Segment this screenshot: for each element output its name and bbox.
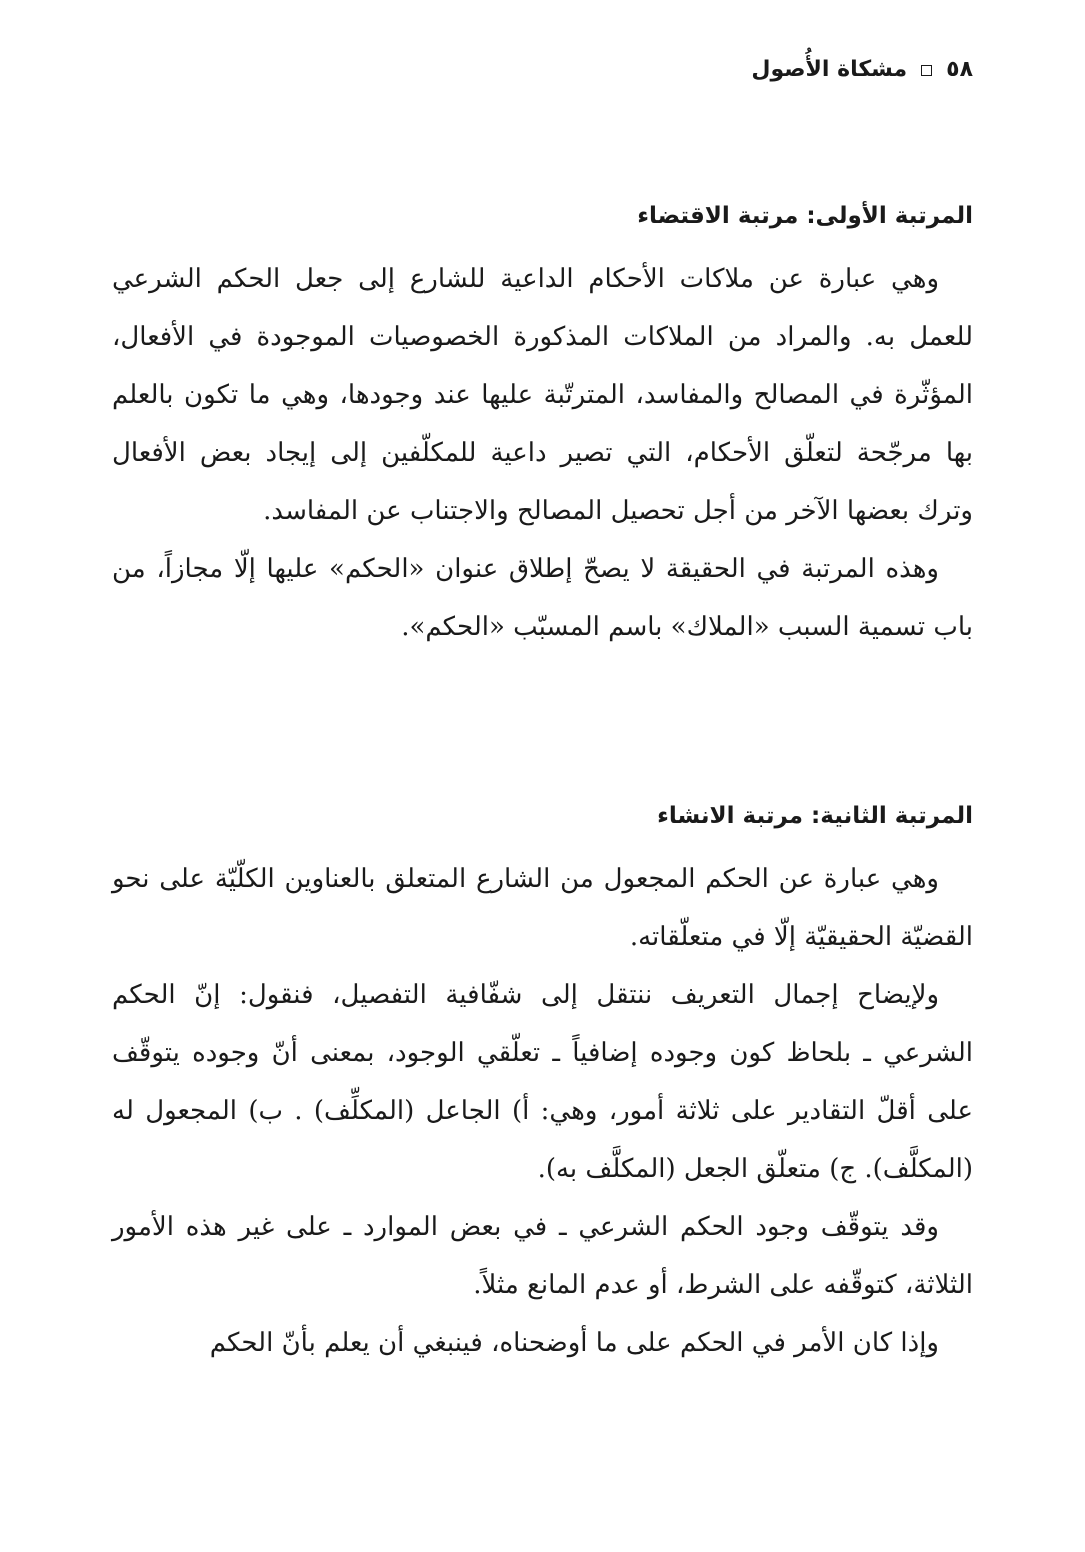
section-heading: المرتبة الأولى: مرتبة الاقتضاء <box>637 203 973 229</box>
page-number: ٥٨ <box>946 57 973 82</box>
paragraph: وقد يتوقّف وجود الحكم الشرعي ـ في بعض الموارد ـ على غير هذه الأمور الثلاثة، كتوقّفه على الشرط، أو عدم المانع مثلاً. <box>112 1212 973 1300</box>
section-body <box>112 850 973 1372</box>
book-title: مشكاة الأُصول <box>751 57 908 82</box>
section-heading: المرتبة الثانية: مرتبة الانشاء <box>657 803 973 829</box>
paragraph: وهذه المرتبة في الحقيقة لا يصحّ إطلاق عنوان «الحكم» عليها إلّا مجازاً، من باب تسمية السبب «الملاك» باسم المسبّب «الحكم». <box>112 554 973 642</box>
square-separator-icon <box>921 65 932 76</box>
paragraph: ولإيضاح إجمال التعريف ننتقل إلى شفّافية التفصيل، فنقول: إنّ الحكم الشرعي ـ بلحاظ كون وجوده إضافياً ـ تعلّقي الوجود، بمعنى أنّ وجوده يتوقّف على أقلّ التقادير على ثلاثة أمور، وهي: أ) الجاعل (المكلِّف) . ب) المجعول له (المكلَّف). ج) متعلّق الجعل (المكلَّف به). <box>112 980 973 1184</box>
running-header <box>751 54 973 86</box>
book-page <box>112 0 973 1552</box>
section-body <box>112 250 973 656</box>
paragraph: وإذا كان الأمر في الحكم على ما أوضحناه، فينبغي أن يعلم بأنّ الحكم <box>209 1328 939 1358</box>
paragraph: وهي عبارة عن الحكم المجعول من الشارع المتعلق بالعناوين الكلّيّة على نحو القضيّة الحقيقيّة إلّا في متعلّقاته. <box>112 864 973 952</box>
paragraph: وهي عبارة عن ملاكات الأحكام الداعية للشارع إلى جعل الحكم الشرعي للعمل به. والمراد من الملاكات المذكورة الخصوصيات الموجودة في الأفعال، المؤثّرة في المصالح والمفاسد، المترتّبة عليها عند وجودها، وهي ما تكون بالعلم بها مرجّحة لتعلّق الأحكام، التي تصير داعية للمكلّفين إلى إيجاد بعض الأفعال وترك بعضها الآخر من أجل تحصيل المصالح والاجتناب عن المفاسد. <box>112 264 973 526</box>
